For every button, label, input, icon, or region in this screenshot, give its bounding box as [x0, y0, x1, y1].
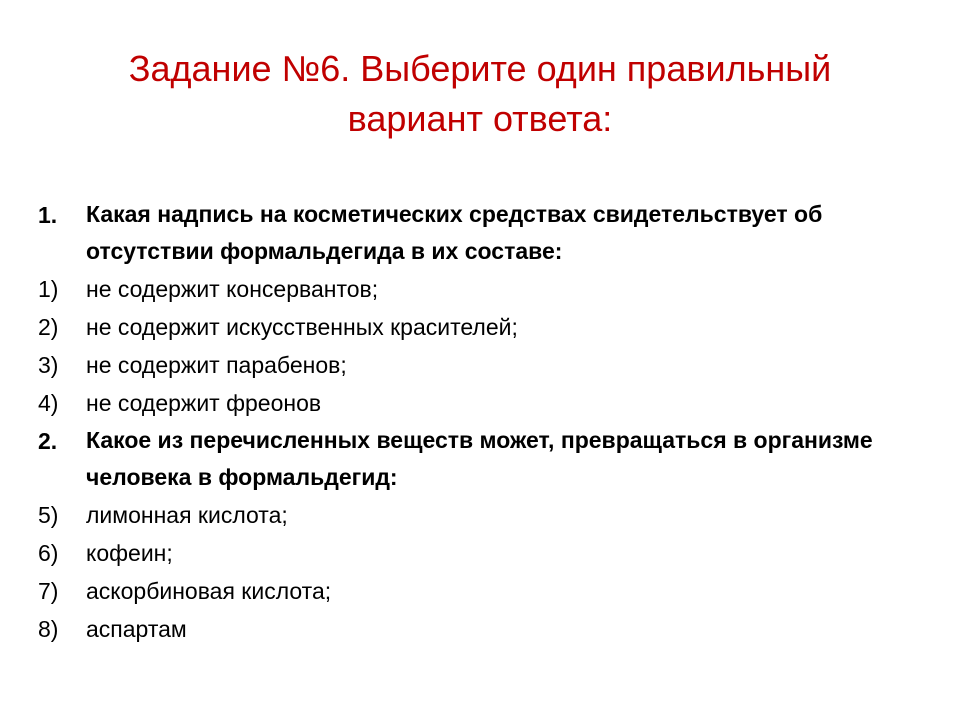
answer-option-2: [38, 308, 938, 346]
option-number: 6): [38, 540, 59, 566]
answer-option-8: [38, 610, 938, 648]
option-text: не содержит парабенов;: [86, 352, 347, 378]
answer-option-4: [38, 384, 938, 422]
answer-option-6: [38, 534, 938, 572]
option-text: не содержит консервантов;: [86, 276, 379, 302]
option-text: аскорбиновая кислота;: [86, 578, 332, 604]
option-number: 8): [38, 616, 59, 642]
option-text: не содержит фреонов: [86, 390, 322, 416]
question-2: [38, 422, 938, 496]
question-1: [38, 196, 938, 270]
answer-option-5: [38, 496, 938, 534]
option-text: аспартам: [86, 616, 187, 642]
option-number: 5): [38, 502, 59, 528]
option-number: 2): [38, 314, 59, 340]
answer-option-1: [38, 270, 938, 308]
slide-title: [60, 44, 900, 144]
option-number: 7): [38, 578, 59, 604]
title-line-2: вариант ответа:: [347, 98, 613, 139]
answer-option-3: [38, 346, 938, 384]
title-line-1: Задание №6. Выберите один правильный: [128, 48, 832, 89]
option-number: 1): [38, 276, 59, 302]
option-number: 4): [38, 390, 59, 416]
question-text: Какое из перечисленных веществ может, превращаться в организме человека в формальдегид:: [86, 427, 873, 490]
option-text: кофеин;: [86, 540, 173, 566]
answer-option-7: [38, 572, 938, 610]
question-number: 2.: [38, 428, 58, 454]
option-text: лимонная кислота;: [86, 502, 288, 528]
option-number: 3): [38, 352, 59, 378]
question-number: 1.: [38, 202, 58, 228]
question-list: [38, 196, 938, 648]
question-text: Какая надпись на косметических средствах свидетельствует об отсутствии формальдегида в их составе:: [86, 201, 823, 264]
option-text: не содержит искусственных красителей;: [86, 314, 518, 340]
